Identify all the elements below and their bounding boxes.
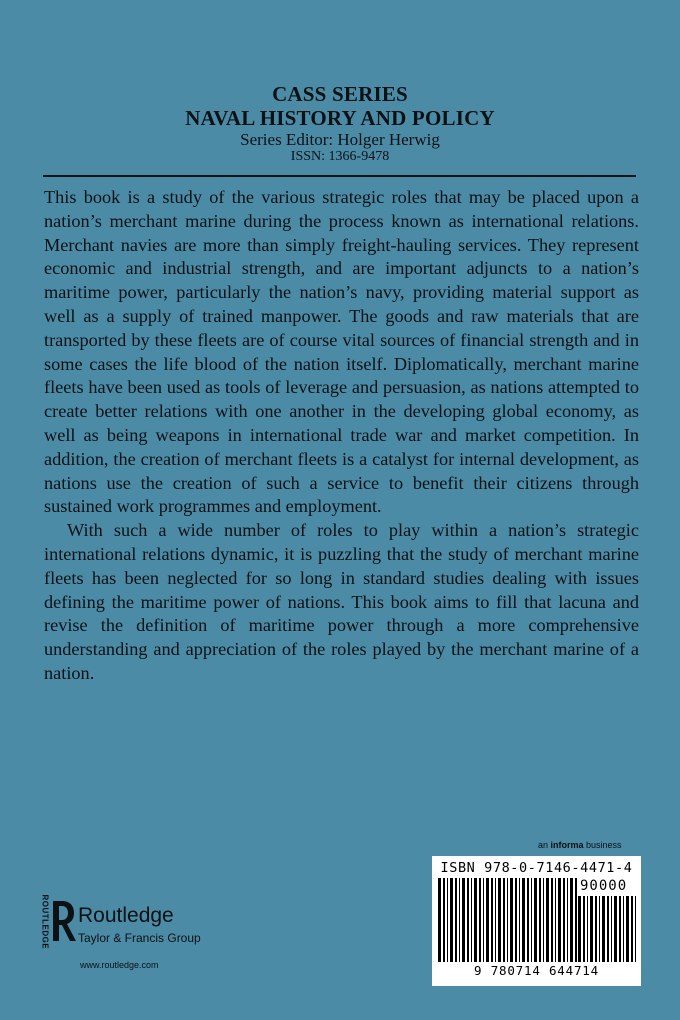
barcode-bar — [483, 878, 484, 962]
barcode-bar — [455, 878, 457, 962]
price-addon-bars — [578, 896, 638, 962]
barcode-bar — [563, 878, 565, 962]
barcode-bar — [495, 878, 496, 962]
publisher-name: Routledge — [78, 904, 174, 927]
barcode-bar — [602, 896, 605, 962]
barcode-bar — [467, 878, 469, 962]
informa-tagline — [538, 840, 622, 850]
barcode-bar — [539, 878, 541, 962]
description-paragraph-1: This book is a study of the various strategic roles that may be placed upon a nation’s merchant marine during the process known as international relations. Merchant navies are more than simply freight-hauling services. They represent economic and industrial strength, and are important adjuncts to a nation’s maritime power, particularly the nation’s navy, providing material support as well as a supply of trained manpower. The goods and raw materials that are transported by these fleets are of course vital sources of financial strength and in some cases the life blood of the nation itself. Diplomatically, merchant marine fleets have been used as tools of leverage and persuasion, as nations attempted to create better relations with one another in the developing global economy, as well as being weapons in international trade war and market competition. In addition, the creation of merchant fleets is a catalyst for internal development, as nations use the creation of such a service to benefit their citizens through sustained work programmes and employment. — [44, 187, 639, 517]
barcode-bar — [507, 878, 508, 962]
series-editor: Series Editor: Holger Herwig — [240, 130, 440, 149]
header-divider — [43, 175, 636, 177]
publisher-url[interactable]: www.routledge.com — [80, 960, 159, 970]
barcode-bar — [551, 878, 553, 962]
barcode-bar — [607, 896, 609, 962]
barcode-bar — [443, 878, 445, 962]
barcode-bar — [527, 878, 529, 962]
isbn-label: ISBN 978-0-7146-4471-4 — [440, 860, 633, 876]
barcode-bar — [522, 878, 525, 962]
barcode-bar — [438, 878, 441, 962]
barcode-bar — [459, 878, 460, 962]
barcode-bar — [623, 896, 624, 962]
ean-barcode-bars — [438, 878, 578, 962]
series-issn: ISSN: 1366-9478 — [290, 149, 390, 164]
barcode-bar — [486, 878, 489, 962]
series-header — [0, 82, 680, 165]
barcode-bar — [498, 878, 501, 962]
barcode-bar — [543, 878, 544, 962]
barcode-bar — [558, 878, 561, 962]
isbn-barcode — [432, 856, 641, 986]
barcode-bar — [515, 878, 517, 962]
barcode-bar — [555, 878, 556, 962]
barcode-bar — [583, 896, 585, 962]
barcode-bar — [635, 896, 636, 962]
barcode-bar — [575, 878, 577, 962]
barcode-bar — [599, 896, 600, 962]
barcode-bar — [519, 878, 520, 962]
informa-prefix: an — [538, 840, 551, 850]
barcode-bar — [534, 878, 537, 962]
barcode-digits: 9 780714 644714 — [474, 963, 599, 978]
barcode-bar — [471, 878, 472, 962]
barcode-bar — [619, 896, 621, 962]
informa-brand: informa — [550, 840, 584, 850]
barcode-bar — [491, 878, 493, 962]
routledge-r-icon — [50, 899, 76, 943]
barcode-bar — [570, 878, 573, 962]
barcode-bar — [450, 878, 453, 962]
barcode-bar — [462, 878, 465, 962]
price-code: 90000 — [580, 878, 628, 894]
description-paragraph-2: With such a wide number of roles to play within a nation’s strategic international relations dynamic, it is puzzling that the study of merchant marine fleets has been neglected for so long in standard studies dealing with issues defining the maritime power of nations. This book aims to fill that lacuna and revise the definition of maritime power through a more comprehensive understanding and appreciation of the roles played by the merchant marine of a nation. — [44, 520, 639, 683]
barcode-bar — [631, 896, 633, 962]
publisher-vertical-label: ROUTLEDGE — [40, 894, 50, 950]
barcode-bar — [587, 896, 588, 962]
barcode-bar — [614, 896, 617, 962]
barcode-bar — [479, 878, 481, 962]
series-subtitle: NAVAL HISTORY AND POLICY — [185, 106, 495, 130]
barcode-bar — [531, 878, 532, 962]
barcode-bar — [626, 896, 629, 962]
publisher-group: Taylor & Francis Group — [78, 931, 201, 945]
barcode-bar — [510, 878, 513, 962]
barcode-bar — [595, 896, 597, 962]
barcode-bar — [546, 878, 549, 962]
barcode-bar — [567, 878, 568, 962]
barcode-bar — [447, 878, 448, 962]
barcode-bar — [590, 896, 593, 962]
barcode-bar — [578, 896, 581, 962]
informa-suffix: business — [583, 840, 622, 850]
book-description — [44, 186, 639, 686]
barcode-bar — [611, 896, 612, 962]
barcode-bar — [503, 878, 505, 962]
barcode-bar — [474, 878, 477, 962]
series-name: CASS SERIES — [272, 82, 408, 106]
